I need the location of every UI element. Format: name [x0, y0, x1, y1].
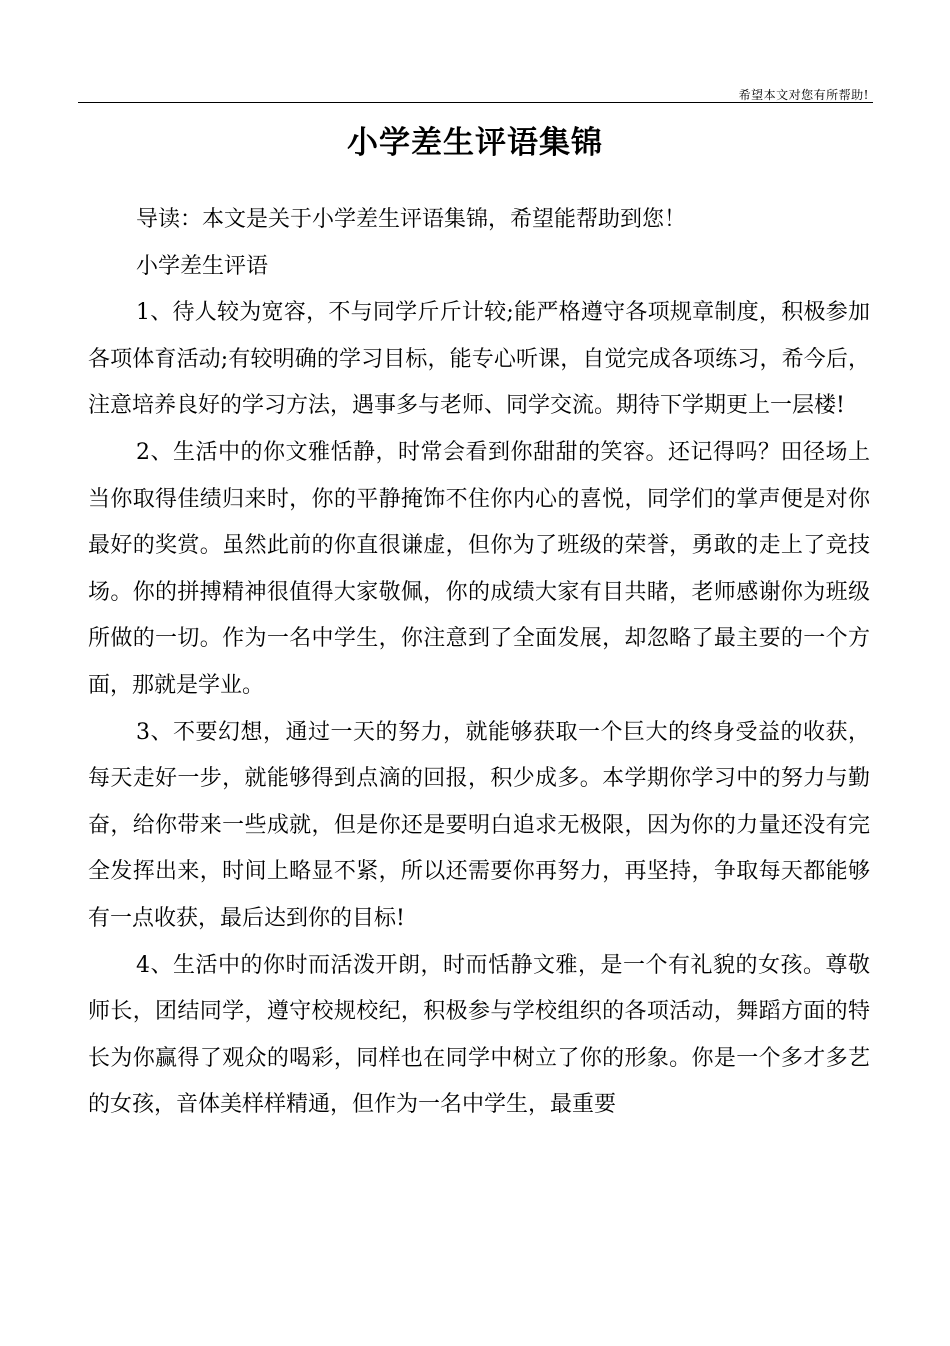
document-body [88, 197, 870, 1129]
intro-paragraph: 导读：本文是关于小学差生评语集锦，希望能帮助到您！ [136, 207, 687, 232]
subheading: 小学差生评语 [136, 253, 269, 279]
comment-paragraph-4: 4、生活中的你时而活泼开朗，时而恬静文雅，是一个有礼貌的女孩。尊敬师长，团结同学，遵守校规校纪，积极参与学校组织的各项活动，舞蹈方面的特长为你赢得了观众的喝彩，同样也在同学中树立了你的形象。你是一个多才多艺的女孩，音体美样样精通，但作为一名中学生，最重要 [88, 952, 870, 1118]
document-title: 小学差生评语集锦 [347, 125, 603, 161]
comment-paragraph-3: 3、不要幻想，通过一天的努力，就能够获取一个巨大的终身受益的收获，每天走好一步，就能够得到点滴的回报，积少成多。本学期你学习中的努力与勤奋，给你带来一些成就，但是你还是要明白追求无极限，因为你的力量还没有完全发挥出来，时间上略显不紧，所以还需要你再努力，再坚持，争取每天都能够有一点收获，最后达到你的目标! [88, 719, 870, 931]
comment-paragraph-1: 1、待人较为宽容，不与同学斤斤计较;能严格遵守各项规章制度，积极参加各项体育活动;有较明确的学习目标，能专心听课，自觉完成各项练习，希今后，注意培养良好的学习方法，遇事多与老师、同学交流。期待下学期更上一层楼! [88, 300, 870, 419]
comment-paragraph-2: 2、生活中的你文雅恬静，时常会看到你甜甜的笑容。还记得吗？田径场上当你取得佳绩归来时，你的平静掩饰不住你内心的喜悦，同学们的掌声便是对你最好的奖赏。虽然此前的你直很谦虚，但你为了班级的荣誉，勇敢的走上了竞技场。你的拼搏精神很值得大家敬佩，你的成绩大家有目共睹，老师感谢你为班级所做的一切。作为一名中学生，你注意到了全面发展，却忽略了最主要的一个方面，那就是学业。 [88, 439, 870, 698]
page-header [78, 78, 873, 103]
header-note: 希望本文对您有所帮助! [738, 88, 869, 102]
